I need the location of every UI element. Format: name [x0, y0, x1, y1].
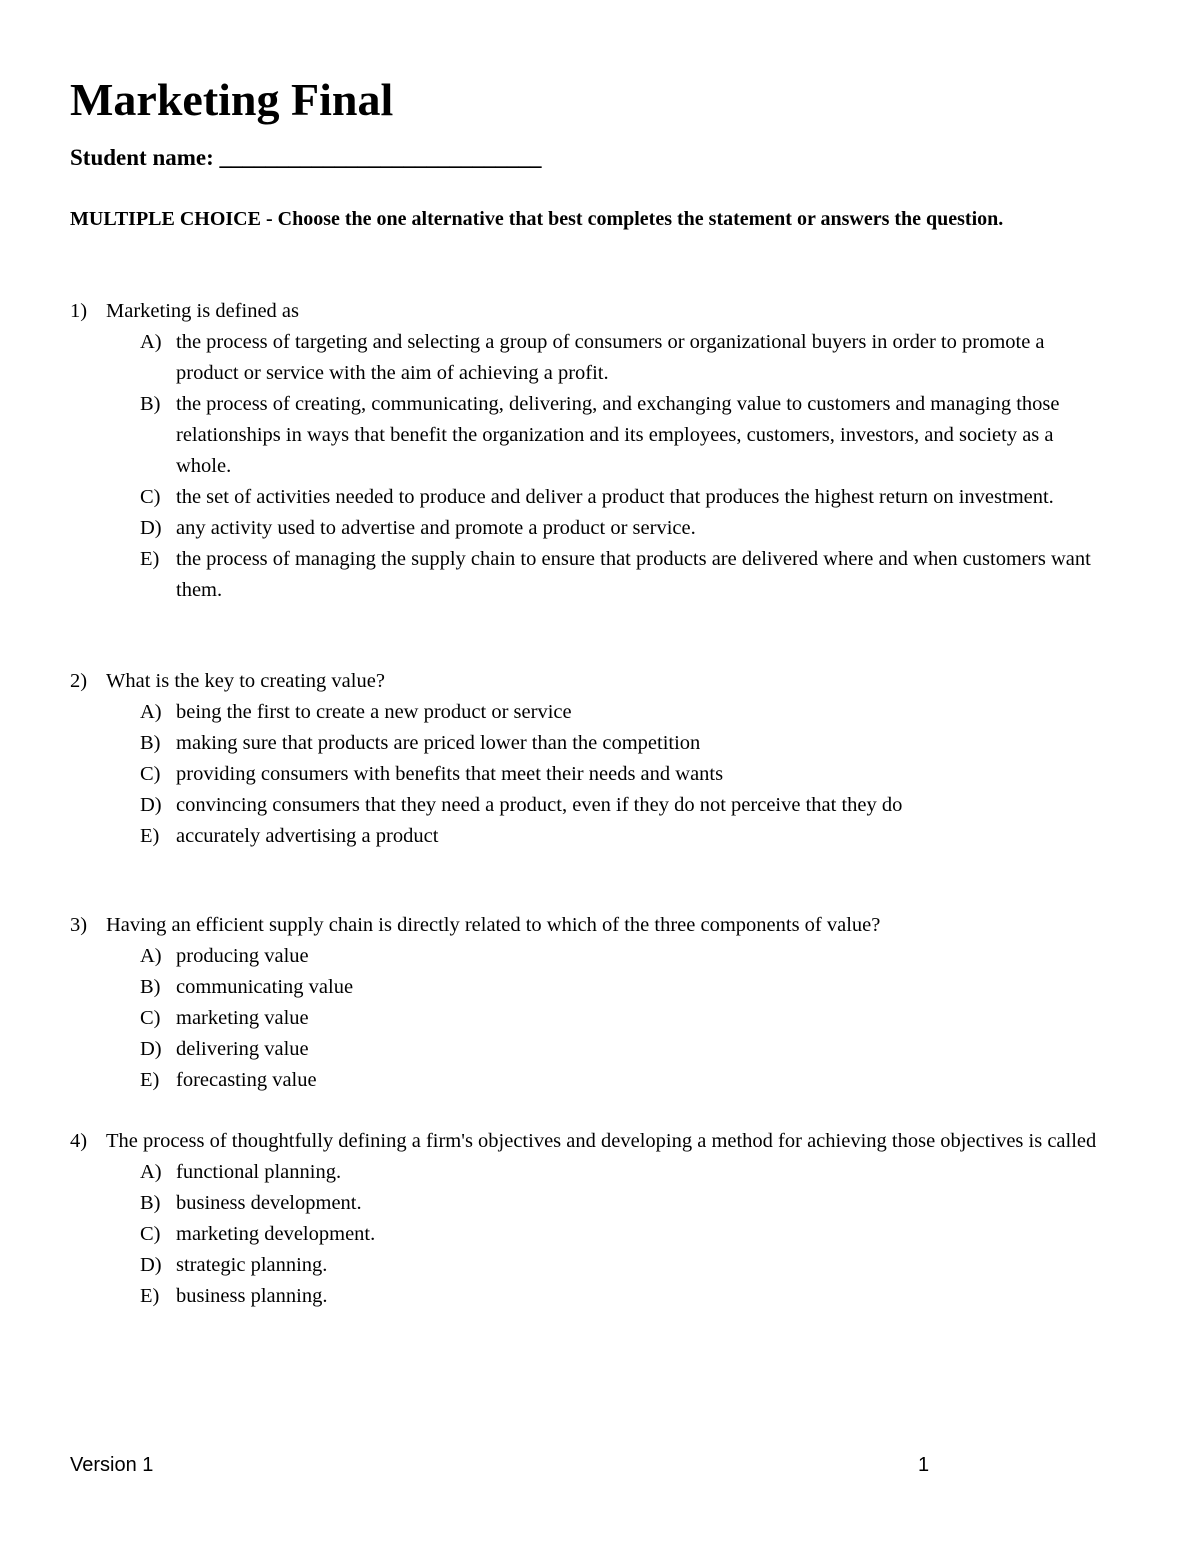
instructions: MULTIPLE CHOICE - Choose the one alternative that best completes the statement or answers the question. [70, 208, 1004, 230]
choice-d [70, 790, 1110, 821]
choice-list [70, 1157, 1110, 1312]
choice-letter: A) [140, 1161, 162, 1183]
choice-letter: B) [140, 732, 161, 754]
question-text: Marketing is defined as [106, 300, 299, 322]
choice-text: the process of targeting and selecting a group of consumers or organizational buyers in order to promote a product or service with the aim of achieving a profit. [176, 331, 1045, 384]
question-number: 1) [70, 300, 88, 322]
choice-list [70, 697, 1110, 852]
question-text: The process of thoughtfully defining a firm's objectives and developing a method for achieving those objectives is called [106, 1130, 1097, 1152]
choice-a [70, 327, 1110, 389]
choice-c [70, 482, 1110, 513]
question-number: 4) [70, 1130, 88, 1152]
choice-e [70, 821, 1110, 852]
choice-letter: A) [140, 701, 162, 723]
choice-c [70, 1219, 1110, 1250]
page-title: Marketing Final [70, 74, 394, 125]
choice-d [70, 513, 1110, 544]
choice-text: functional planning. [176, 1161, 342, 1183]
choice-text: strategic planning. [176, 1254, 328, 1276]
choice-text: business development. [176, 1192, 362, 1214]
choice-e [70, 544, 1110, 606]
choice-text: marketing development. [176, 1223, 376, 1245]
choice-letter: A) [140, 945, 162, 967]
choice-letter: B) [140, 393, 161, 415]
choice-text: making sure that products are priced lower than the competition [176, 732, 701, 754]
choice-letter: E) [140, 1285, 160, 1307]
choice-a [70, 1157, 1110, 1188]
student-name-line: Student name: ____________________________ [70, 145, 542, 170]
question-text: What is the key to creating value? [106, 670, 385, 692]
page-number: 1 [918, 1454, 930, 1476]
choice-letter: C) [140, 1007, 161, 1029]
choice-letter: C) [140, 1223, 161, 1245]
choice-letter: D) [140, 794, 162, 816]
choice-text: accurately advertising a product [176, 825, 439, 847]
question-4 [70, 1126, 1110, 1312]
choice-text: the process of creating, communicating, delivering, and exchanging value to customers and managing those relationships in ways that benefit the organization and its employees, customers, investors, and society as a whole. [176, 393, 1060, 477]
question-text: Having an efficient supply chain is directly related to which of the three components of value? [106, 914, 881, 936]
choice-e [70, 1065, 1110, 1096]
choice-list [70, 941, 1110, 1096]
question-1 [70, 296, 1110, 606]
question-3 [70, 910, 1110, 1096]
choice-letter: B) [140, 1192, 161, 1214]
choice-text: convincing consumers that they need a product, even if they do not perceive that they do [176, 794, 903, 816]
choice-text: delivering value [176, 1038, 309, 1060]
choice-text: the process of managing the supply chain to ensure that products are delivered where and when customers want them. [176, 548, 1091, 601]
choice-e [70, 1281, 1110, 1312]
choice-d [70, 1250, 1110, 1281]
choice-b [70, 1188, 1110, 1219]
choice-text: marketing value [176, 1007, 309, 1029]
choice-text: communicating value [176, 976, 354, 998]
choice-text: forecasting value [176, 1069, 317, 1091]
choice-letter: C) [140, 763, 161, 785]
choice-text: providing consumers with benefits that meet their needs and wants [176, 763, 724, 785]
choice-b [70, 389, 1110, 482]
choice-d [70, 1034, 1110, 1065]
choice-text: business planning. [176, 1285, 328, 1307]
choice-text: any activity used to advertise and promote a product or service. [176, 517, 696, 539]
choice-b [70, 972, 1110, 1003]
choice-letter: A) [140, 331, 162, 353]
choice-text: being the first to create a new product or service [176, 701, 572, 723]
choice-c [70, 1003, 1110, 1034]
choice-letter: D) [140, 1038, 162, 1060]
question-2 [70, 666, 1110, 852]
choice-list [70, 327, 1110, 606]
choice-letter: C) [140, 486, 161, 508]
choice-letter: E) [140, 825, 160, 847]
choice-letter: D) [140, 1254, 162, 1276]
choice-letter: D) [140, 517, 162, 539]
question-number: 3) [70, 914, 88, 936]
choice-a [70, 941, 1110, 972]
question-number: 2) [70, 670, 88, 692]
choice-text: producing value [176, 945, 309, 967]
choice-text: the set of activities needed to produce and deliver a product that produces the highest return on investment. [176, 486, 1054, 508]
choice-b [70, 728, 1110, 759]
footer-version: Version 1 [70, 1454, 154, 1476]
choice-letter: B) [140, 976, 161, 998]
choice-c [70, 759, 1110, 790]
choice-letter: E) [140, 548, 160, 570]
choice-letter: E) [140, 1069, 160, 1091]
choice-a [70, 697, 1110, 728]
